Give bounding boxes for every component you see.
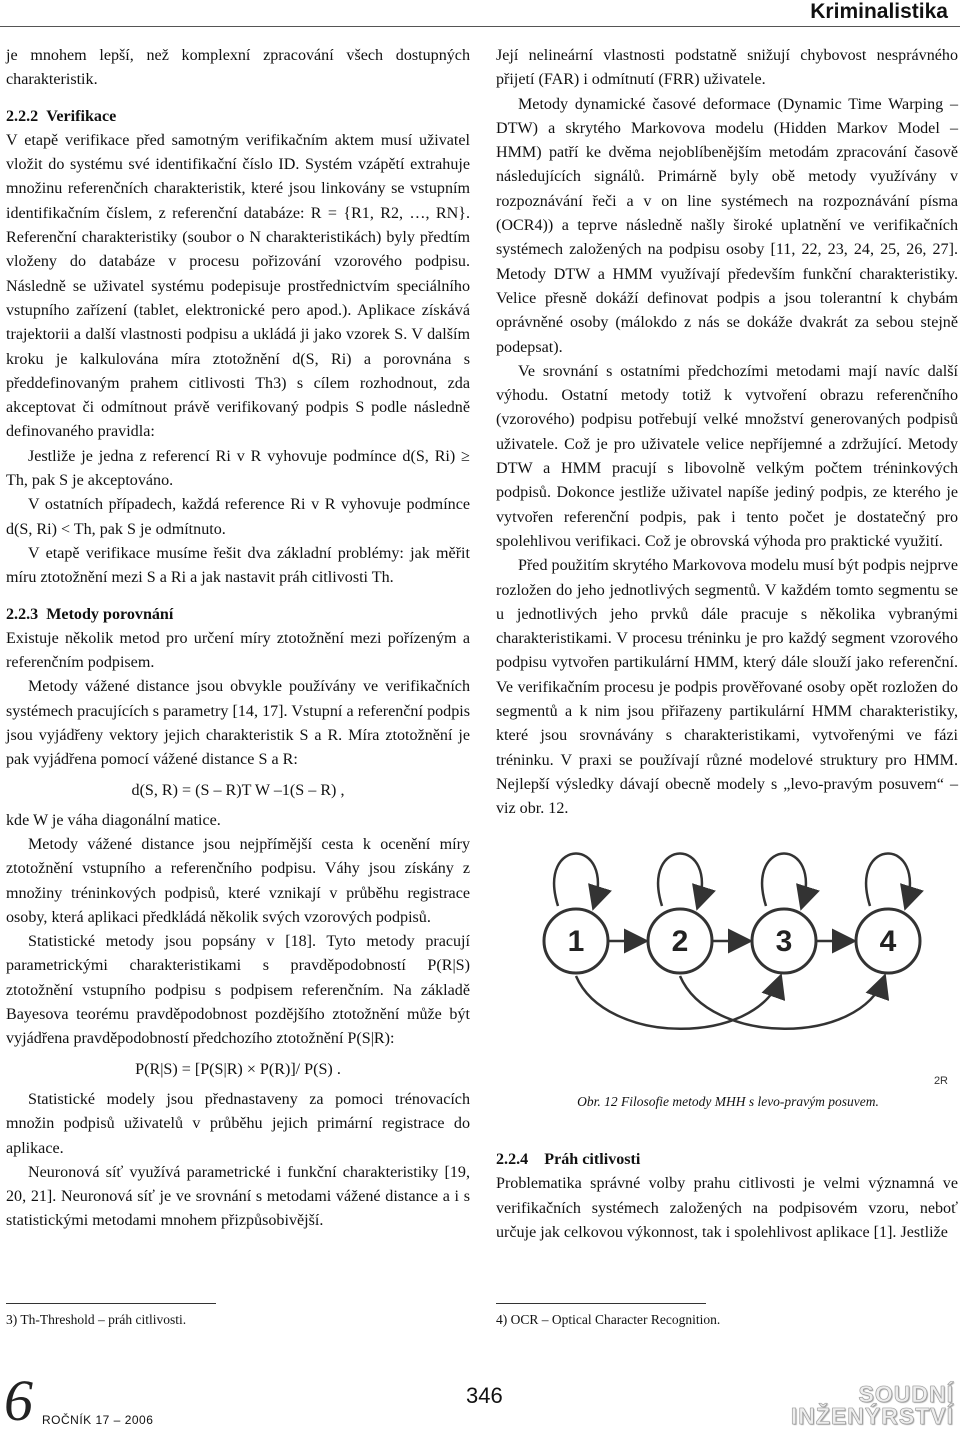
page-number: 346 bbox=[466, 1383, 503, 1408]
paragraph: kde W je váha diagonální matice. bbox=[6, 811, 221, 829]
heading-number: 2.2.3 bbox=[6, 605, 39, 623]
equation-weighted-distance: d(S, R) = (S – R)T W –1(S – R) , bbox=[131, 781, 345, 799]
heading-text: Práh citlivosti bbox=[544, 1151, 641, 1168]
paragraph: Ve srovnání s ostatními předchozími metodami mají navíc další výhodu. Ostatní metody totiž k vytvoření obrazu referenčního (vzorového) podpisu potřebují velké množství generovaných podpisů uživatele. Což je pro uživatele velice nepříjemné a zdržující. Metody DTW a HMM pracují s libovolně velkým počtem tréninkových podpisů. Dokonce jestliže uživatel napíše jediný podpis, ze kterého je vytvořen referenční podpis, pak i tento počet je dostatečný pro spolehlivou verifikaci. Což je obrovská výhoda pro praktické využití. bbox=[496, 362, 958, 550]
right-column-bottom bbox=[496, 1148, 958, 1245]
paragraph: Jestliže je jedna z referencí Ri v R vyhovuje podmínce d(S, Ri) ≥ Th, pak S je akceptováno. bbox=[6, 447, 470, 490]
journal-name-line-2: INŽENÝRSTVÍ bbox=[790, 1403, 954, 1429]
paragraph: Metody vážené distance jsou obvykle používány ve verifikačních systémech pracujících s parametry [14, 17]. Vstupní a referenční podpis jsou vyjádřeny vektory jejich charakteristik S a R. Míra ztotožnění je pak vyjádřena pomocí vážené distance S a R: bbox=[6, 678, 470, 769]
skip-1-3 bbox=[576, 976, 780, 1029]
running-header bbox=[0, 0, 960, 24]
paragraph: V etapě verifikace musíme řešit dva základní problémy: jak měřit míru ztotožnění mezi S a Ri a jak nastavit práh citlivosti Th. bbox=[6, 544, 470, 587]
self-loop-2 bbox=[658, 854, 702, 907]
footnote-3: 3) Th-Threshold – práh citlivosti. bbox=[6, 1312, 187, 1327]
paragraph: V etapě verifikace před samotným verifikačním aktem musí uživatel vložit do systému své identifikační číslo ID. Systém vzápětí extrahuje množinu referenčních charakteristik, které jsou linkovány se vstupním identifikačním číslem, z referenční databáze: R = {R1, R2, …, RN}. Referenční charakteristiky (soubor o N charakteristikách) byly předtím vloženy do databáze v procesu pořizování vzorového podpisu. Následně se uživatel systému podepisuje prostřednictvím speciálního vstupního zařízení (tablet, elektronické pero apod.). Aplikace získává trajektorii a další vlastnosti podpisu a ukládá ji jako vzorek S. V dalším kroku je kalkulována míra ztotožnění d(S, Ri) a porovnána s předdefinovaným prahem citlivosti Th3) s cílem rozhodnout, zda akceptovat či odmítnout právě verifikovaný podpis S podle následně definovaného pravidla: bbox=[6, 131, 470, 441]
state-label-4: 4 bbox=[879, 925, 897, 958]
section-heading-metody bbox=[6, 603, 470, 627]
left-column-bottom bbox=[6, 833, 470, 1234]
volume-label: ROČNÍK 17 – 2006 bbox=[42, 1413, 154, 1427]
figure-tag: 2R bbox=[933, 1075, 948, 1086]
paragraph: Neuronová síť využívá parametrické i funkční charakteristiky [19, 20, 21]. Neuronová síť je ve srovnání s metodami vážené distance a i s statistickými metodami mnohem přizpůsobivější. bbox=[6, 1163, 470, 1230]
section-heading-prah bbox=[496, 1148, 958, 1172]
section-title: Kriminalistika bbox=[810, 0, 948, 23]
header-rule bbox=[0, 26, 960, 27]
state-label-2: 2 bbox=[671, 925, 689, 958]
paragraph: Před použitím skrytého Markovova modelu musí být podpis nejprve rozložen do jeho jednotlivých segmentů. V každém tomto segmentu se u jednotlivých jeho prvků dále pracuje s několika vybranými charakteristikami. V procesu tréninku je pro každý segment vzorového podpisu vytvořen partikulární HMM, který dále slouží jako referenční. Ve verifikačním procesu je podpis prověřované osoby opět rozložen do segmentů a k nim jsou přiřazeny partikulární HMM charakteristiky, které jsou srovnávány s charakteristikami, vytvořenými ve fázi tréninku. V praxi se používají různé modelové struktury pro HMM. Nejlepší výsledky dávají obecně modely s „levo-pravým posuvem“ – viz obr. 12. bbox=[496, 557, 958, 818]
skip-2-4 bbox=[680, 976, 884, 1029]
right-column-top bbox=[496, 44, 958, 822]
paragraph: Statistické metody jsou popsány v [18]. Tyto metody pracují parametrickými charakteristikami s pravděpodobností P(R|S) ztotožnění vstupního podpisu s podpisem referenčním. Na základě Bayesova teorému pravděpodobnost pozdějšího ztotožnění může být vyjádřena pravděpodobností předchozího ztotožnění P(S|R): bbox=[6, 933, 470, 1048]
state-label-3: 3 bbox=[775, 925, 793, 958]
journal-name bbox=[791, 1383, 954, 1427]
heading-text: Verifikace bbox=[46, 107, 117, 125]
journal-name-line-1: SOUDNÍ bbox=[858, 1381, 954, 1407]
equation-bayes: P(R|S) = [P(S|R) × P(R)]/ P(S) . bbox=[135, 1060, 341, 1078]
footnote-rule-right bbox=[496, 1303, 706, 1304]
figure-caption: Obr. 12 Filosofie metody MHH s levo-pravým posuvem. bbox=[577, 1094, 879, 1109]
paragraph: V ostatních případech, každá reference Ri v R vyhovuje podmínce d(S, Ri) < Th, pak S je odmítnuto. bbox=[6, 496, 470, 538]
left-column-top bbox=[6, 44, 470, 833]
paragraph: Její nelineární vlastnosti podstatně snižují chybovost nesprávného přijetí (FAR) i odmítnutí (FRR) uživatele. bbox=[496, 47, 958, 89]
self-loop-4 bbox=[866, 854, 910, 907]
self-loop-1 bbox=[554, 854, 598, 907]
paragraph: je mnohem lepší, než komplexní zpracování všech dostupných charakteristik. bbox=[6, 47, 470, 89]
footnote-rule-left bbox=[6, 1303, 216, 1304]
heading-number: 2.2.4 bbox=[496, 1151, 529, 1168]
section-heading-verifikace bbox=[6, 105, 470, 129]
paragraph: Existuje několik metod pro určení míry ztotožnění mezi pořízeným a referenčním podpisem. bbox=[6, 629, 470, 672]
hmm-diagram-svg bbox=[496, 796, 960, 1086]
footnote-4: 4) OCR – Optical Character Recognition. bbox=[496, 1312, 721, 1327]
journal-logo-mark: 6 bbox=[4, 1368, 33, 1433]
paragraph: Statistické modely jsou přednastaveny za pomoci trénovacích množin podpisů uživatelů v průběhu jejich primární registrace do aplikace. bbox=[6, 1090, 470, 1157]
state-label-1: 1 bbox=[567, 925, 585, 958]
paragraph: Problematika správné volby prahu citlivosti je velmi významná ve verifikačních systémech založených na podpisovém vzoru, neboť určuje jak celkovou výkonnost, tak i spolehlivost aplikace [1]. Jestliže bbox=[496, 1175, 958, 1241]
paragraph: Metody vážené distance jsou nejpřímější cesta k ocenění míry ztotožnění vstupního a referenčního podpisu. Váhy jsou získány z množiny tréninkových podpisů, které vznikají v průběhu registrace osoby, která aplikaci předkládá několik svých vzorových podpisů. bbox=[6, 836, 470, 926]
heading-text: Metody porovnání bbox=[46, 605, 174, 623]
spacer bbox=[6, 591, 470, 603]
spacer bbox=[6, 93, 470, 105]
self-loop-3 bbox=[762, 854, 806, 907]
paragraph: Metody dynamické časové deformace (Dynamic Time Warping – DTW) a skrytého Markovova modelu (Hidden Markov Model – HMM) patří ke dvěma nejoblíbenějším metodám zpracování časově následujících signálů. Primárně byly obě metody využívány v rozpoznávání řeči a v on line systémech na rozpoznávání písma (OCR4)) a teprve následně našly široké uplatnění ve verifikačních systémech založených na podpisu osoby [11, 22, 23, 24, 25, 26, 27]. Metody DTW a HMM využívají především funkční charakteristiky. Velice přesně dokáží definovat podpis a jsou tolerantní k chybám oprávněné osoby (málokdo z nás se dokáže dvakrát za sebou stejně podepsat). bbox=[496, 95, 958, 356]
figure-hmm-diagram bbox=[496, 796, 960, 1086]
heading-number: 2.2.2 bbox=[6, 107, 39, 125]
